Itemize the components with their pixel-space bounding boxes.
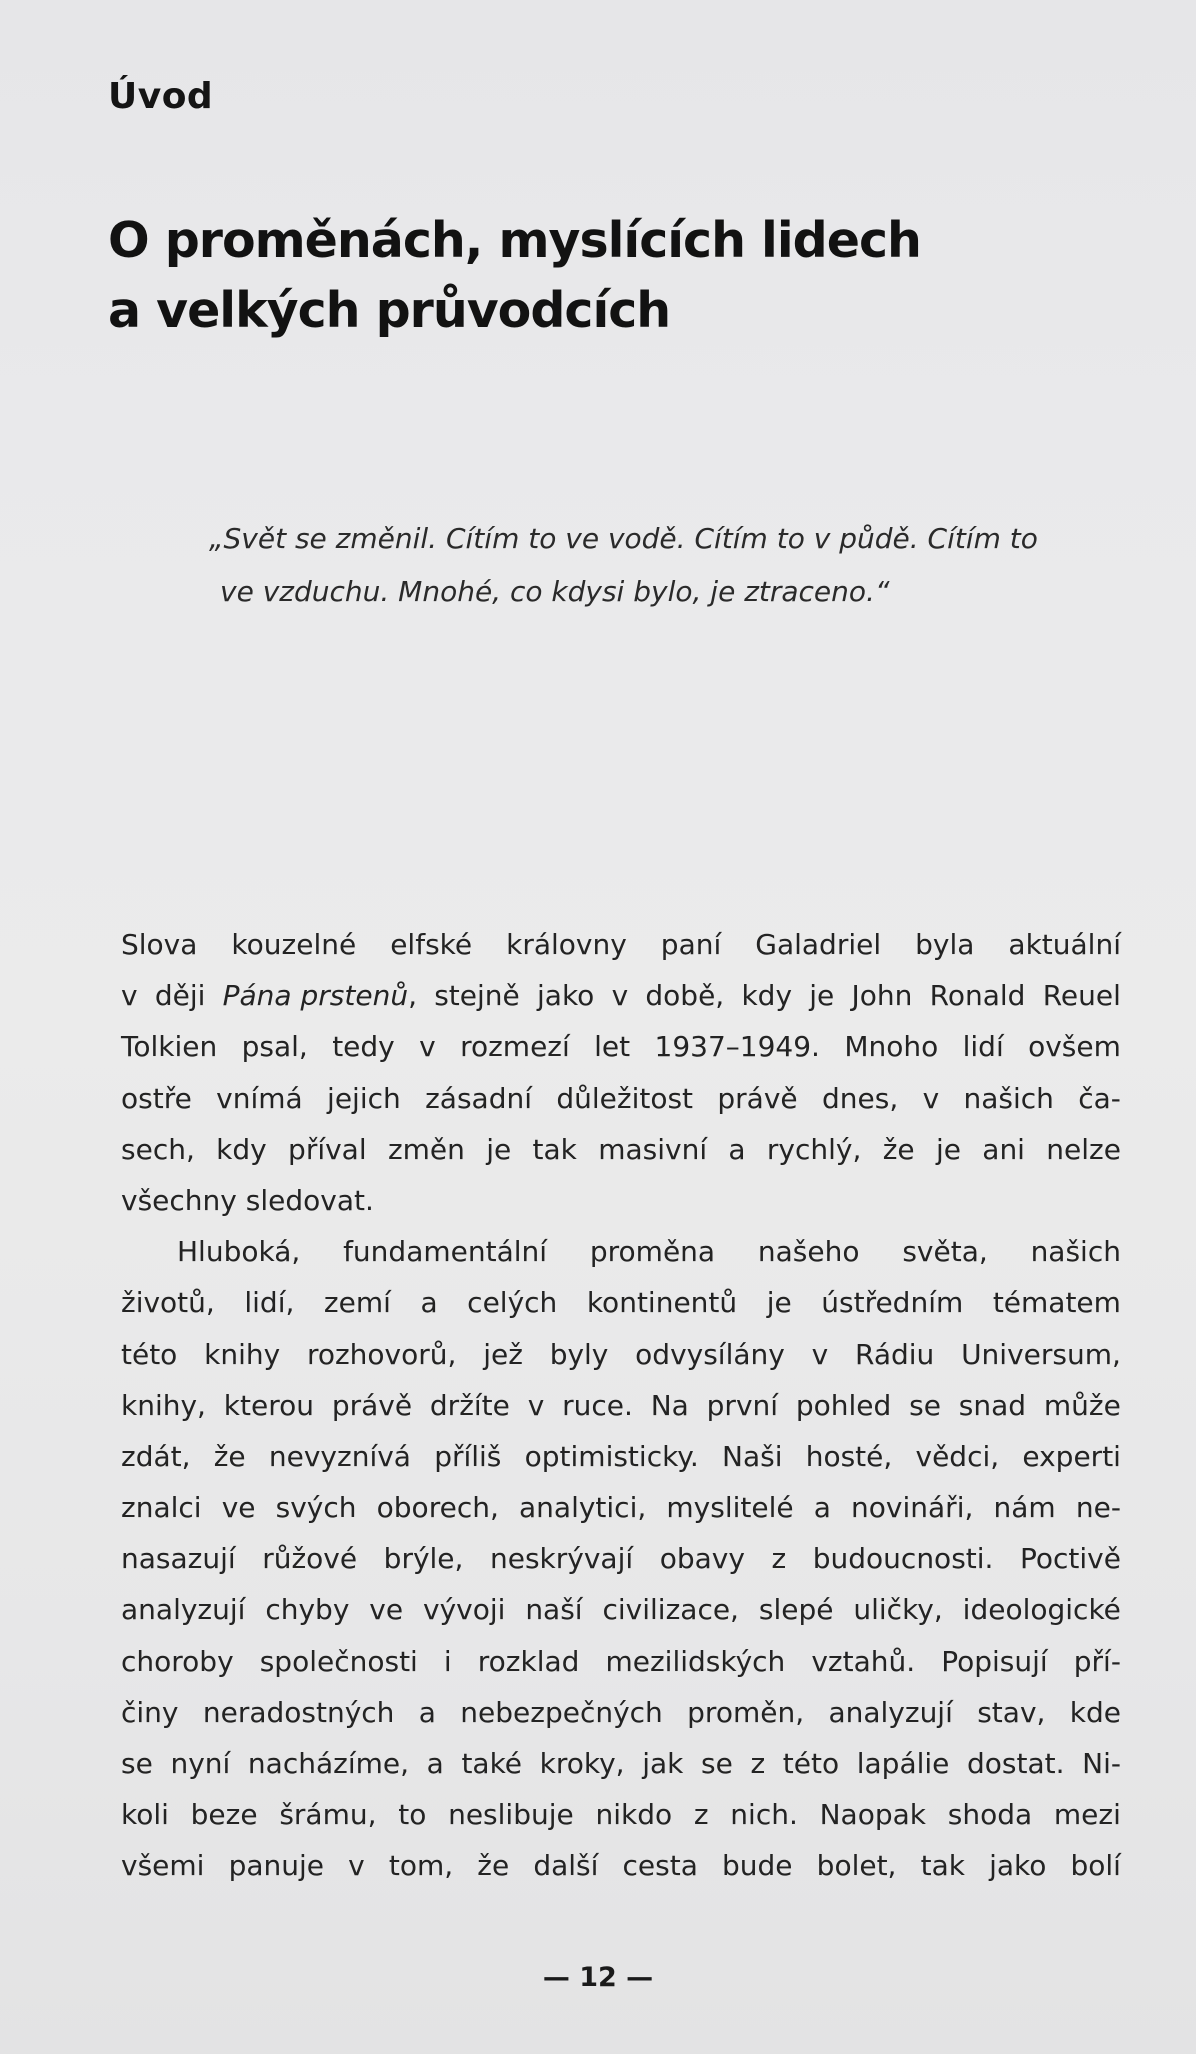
body-word: ve bbox=[221, 1491, 256, 1525]
body-word: to bbox=[398, 1798, 427, 1832]
body-word: se bbox=[121, 1747, 153, 1780]
body-word: nikdo bbox=[595, 1798, 673, 1832]
body-word: analyzují bbox=[121, 1593, 246, 1627]
body-line bbox=[121, 970, 1121, 1021]
body-word: ne- bbox=[1075, 1491, 1121, 1525]
body-word: první bbox=[706, 1388, 779, 1422]
body-word: této bbox=[782, 1747, 840, 1780]
body-word: stejně bbox=[434, 979, 520, 1013]
body-word: v bbox=[922, 1081, 940, 1115]
epigraph-line: „Svět se změnil. Cítím to ve vodě. Cítím to v půdě. Cítím to bbox=[209, 522, 1038, 555]
body-word: ostře bbox=[121, 1081, 192, 1115]
body-word: naší bbox=[525, 1593, 583, 1627]
body-word: elfské bbox=[390, 928, 473, 961]
chapter-title-line: O proměnách, myslících lidech bbox=[108, 212, 921, 269]
chapter-title-line: a velkých průvodcích bbox=[108, 282, 671, 339]
body-word: právě bbox=[331, 1388, 413, 1422]
body-word: může bbox=[1043, 1388, 1121, 1422]
body-word: příval bbox=[288, 1132, 367, 1166]
body-word: znalci bbox=[121, 1491, 202, 1525]
body-word: neskrývají bbox=[490, 1542, 634, 1576]
body-word: a bbox=[418, 1695, 436, 1729]
body-line bbox=[121, 1687, 1121, 1738]
body-word: psal, bbox=[241, 1030, 308, 1064]
body-line bbox=[121, 1380, 1121, 1431]
body-word: v bbox=[348, 1849, 365, 1883]
body-word: příliš bbox=[434, 1439, 502, 1473]
body-word: v bbox=[419, 1030, 436, 1064]
body-word: bolí bbox=[1070, 1849, 1121, 1883]
body-word: ča- bbox=[1078, 1081, 1121, 1115]
body-word: změn bbox=[387, 1132, 465, 1166]
body-word: jejich bbox=[327, 1081, 401, 1115]
body-word: proměn, bbox=[687, 1695, 805, 1729]
body-line bbox=[121, 1431, 1121, 1482]
body-word: oborech, bbox=[376, 1491, 499, 1525]
body-line bbox=[121, 1021, 1121, 1072]
body-word: zemí bbox=[323, 1286, 391, 1320]
body-word: John bbox=[851, 979, 913, 1013]
body-word: let bbox=[594, 1030, 631, 1064]
body-word: zásadní bbox=[425, 1081, 533, 1115]
body-word: nacházíme, bbox=[247, 1747, 410, 1780]
body-word: světa, bbox=[902, 1235, 988, 1269]
body-word: jež bbox=[483, 1337, 523, 1371]
body-word: a bbox=[728, 1132, 746, 1166]
body-word: rozhovorů, bbox=[306, 1337, 457, 1371]
body-line bbox=[121, 1482, 1121, 1533]
body-word: neradostných bbox=[202, 1695, 395, 1729]
body-word: myslitelé bbox=[666, 1491, 794, 1525]
body-word: 1937–1949. bbox=[654, 1030, 820, 1064]
body-line bbox=[121, 1277, 1121, 1328]
body-line bbox=[121, 1584, 1121, 1635]
body-word: je bbox=[809, 979, 835, 1013]
body-word: sledovat. bbox=[245, 1183, 374, 1217]
body-word: další bbox=[533, 1849, 599, 1883]
body-word: pohled bbox=[795, 1388, 892, 1422]
body-word: knihy, bbox=[121, 1388, 206, 1422]
body-word: celých bbox=[467, 1286, 558, 1320]
body-word: v bbox=[811, 1337, 829, 1371]
body-word: zdát, bbox=[121, 1439, 191, 1473]
body-line bbox=[121, 1226, 1121, 1277]
body-word: Naopak bbox=[819, 1798, 926, 1832]
body-word: rozklad bbox=[477, 1644, 580, 1678]
body-word: době, bbox=[645, 979, 725, 1013]
body-word: nyní bbox=[170, 1747, 231, 1780]
body-word: paní bbox=[660, 928, 722, 961]
body-word: nevyznívá bbox=[268, 1439, 411, 1473]
body-word: z bbox=[693, 1798, 709, 1832]
body-word: také bbox=[461, 1747, 523, 1780]
body-word: že bbox=[213, 1439, 246, 1473]
body-word: analytici, bbox=[519, 1491, 647, 1525]
body-word: civilizace, bbox=[602, 1593, 739, 1627]
body-word: Rádiu bbox=[854, 1337, 935, 1371]
body-word: ovšem bbox=[1028, 1030, 1121, 1064]
body-word: stav, bbox=[977, 1695, 1046, 1729]
body-word: Hluboká, bbox=[177, 1235, 301, 1269]
body-word: byly bbox=[549, 1337, 609, 1371]
body-word: a bbox=[420, 1286, 438, 1320]
body-word: vývoji bbox=[423, 1593, 506, 1627]
body-word: je bbox=[935, 1132, 961, 1166]
body-word: Popisují bbox=[941, 1644, 1048, 1678]
body-word: společnosti bbox=[259, 1644, 418, 1678]
epigraph-line: ve vzduchu. Mnohé, co kdysi bylo, je ztraceno.“ bbox=[220, 575, 890, 608]
body-word: královny bbox=[506, 928, 627, 961]
body-word: bude bbox=[722, 1849, 793, 1883]
body-word: mezi bbox=[1053, 1798, 1121, 1832]
body-word: Tolkien bbox=[121, 1030, 218, 1064]
body-word: Na bbox=[650, 1388, 689, 1422]
body-word: kde bbox=[1069, 1695, 1121, 1729]
body-word: kterou bbox=[223, 1388, 314, 1422]
body-word: a bbox=[813, 1491, 831, 1525]
body-word: všechny bbox=[121, 1183, 237, 1217]
body-word: kontinentů bbox=[586, 1286, 738, 1320]
body-word: tedy bbox=[332, 1030, 395, 1064]
body-word: novináři, bbox=[851, 1491, 974, 1525]
body-word: svých bbox=[275, 1491, 357, 1525]
body-word: z bbox=[750, 1747, 766, 1780]
body-word: našich bbox=[1030, 1235, 1121, 1269]
body-word: kdy bbox=[216, 1132, 267, 1166]
body-word: vnímá bbox=[216, 1081, 303, 1115]
body-text bbox=[121, 919, 1121, 1892]
body-word: kouzelné bbox=[231, 928, 357, 961]
body-line bbox=[121, 919, 1121, 970]
body-word: brýle, bbox=[383, 1542, 464, 1576]
chapter-title bbox=[108, 206, 1108, 346]
body-word: jako bbox=[537, 979, 595, 1013]
body-line bbox=[121, 1738, 1121, 1789]
body-word: životů, bbox=[121, 1286, 215, 1320]
body-word: našich bbox=[963, 1081, 1054, 1115]
body-word: této bbox=[121, 1337, 178, 1371]
body-word: Naši bbox=[722, 1439, 783, 1473]
body-word: ústředním bbox=[821, 1286, 964, 1320]
body-line bbox=[121, 1124, 1121, 1175]
body-word: našeho bbox=[757, 1235, 860, 1269]
body-word: aktuální bbox=[1008, 928, 1121, 961]
body-word: analyzují bbox=[828, 1695, 953, 1729]
body-word: sech, bbox=[121, 1132, 195, 1166]
body-word: ideologické bbox=[962, 1593, 1121, 1627]
body-word: uličky, bbox=[853, 1593, 943, 1627]
body-word: Galadriel bbox=[755, 928, 882, 961]
body-word: činy bbox=[121, 1695, 179, 1729]
body-word: v bbox=[121, 979, 138, 1013]
body-word: v bbox=[527, 1388, 545, 1422]
body-word: nich. bbox=[730, 1798, 798, 1832]
body-word: fundamentální bbox=[343, 1235, 548, 1269]
body-word: kdy bbox=[741, 979, 793, 1013]
body-word: Ronald bbox=[929, 979, 1026, 1013]
body-word: budoucnosti. bbox=[812, 1542, 994, 1576]
body-word: nelze bbox=[1046, 1132, 1121, 1166]
body-word: Ni- bbox=[1082, 1747, 1121, 1780]
body-line bbox=[121, 1636, 1121, 1687]
body-line bbox=[121, 1073, 1121, 1124]
body-word: odvysílány bbox=[635, 1337, 785, 1371]
body-word: Slova bbox=[121, 928, 198, 961]
body-word: beze bbox=[190, 1798, 258, 1832]
body-line bbox=[121, 1840, 1121, 1891]
body-word: rozmezí bbox=[460, 1030, 570, 1064]
body-word: nasazují bbox=[121, 1542, 236, 1576]
body-word: růžové bbox=[262, 1542, 358, 1576]
body-word: nebezpečných bbox=[460, 1695, 663, 1729]
body-word: šrámu, bbox=[279, 1798, 377, 1832]
body-word: kroky, bbox=[539, 1747, 625, 1780]
body-word: vědci, bbox=[915, 1439, 1000, 1473]
body-word: právě bbox=[717, 1081, 798, 1115]
body-word: dostat. bbox=[967, 1747, 1065, 1780]
body-word: se bbox=[909, 1388, 941, 1422]
chapter-label: Úvod bbox=[108, 76, 214, 117]
body-word: slepé bbox=[758, 1593, 834, 1627]
body-word: jako bbox=[989, 1849, 1047, 1883]
body-word: je bbox=[486, 1132, 512, 1166]
body-word: chyby bbox=[265, 1593, 350, 1627]
body-word: mezilidských bbox=[605, 1644, 786, 1678]
body-word: všemi bbox=[121, 1849, 205, 1883]
body-word: tom, bbox=[388, 1849, 454, 1883]
body-word: jak bbox=[642, 1747, 684, 1780]
body-word: vztahů. bbox=[811, 1644, 916, 1678]
body-line bbox=[121, 1789, 1121, 1840]
body-word: pří- bbox=[1073, 1644, 1121, 1678]
body-word: ve bbox=[369, 1593, 404, 1627]
body-line bbox=[121, 1175, 1121, 1226]
body-word: se bbox=[701, 1747, 733, 1780]
body-word: bolet, bbox=[816, 1849, 897, 1883]
body-word: Reuel bbox=[1042, 979, 1121, 1013]
body-word: a bbox=[426, 1747, 444, 1780]
body-word: že bbox=[477, 1849, 510, 1883]
page-number: — 12 — bbox=[542, 1962, 654, 1993]
body-word: cesta bbox=[622, 1849, 698, 1883]
body-word: shoda bbox=[947, 1798, 1033, 1832]
body-word: i bbox=[443, 1644, 452, 1678]
body-word: neslibuje bbox=[448, 1798, 574, 1832]
body-word: lidí bbox=[962, 1030, 1004, 1064]
body-word: tématem bbox=[992, 1286, 1121, 1320]
body-word: je bbox=[766, 1286, 792, 1320]
body-word: v bbox=[611, 979, 629, 1013]
body-line bbox=[121, 1329, 1121, 1380]
body-word: z bbox=[771, 1542, 787, 1576]
body-word: že bbox=[882, 1132, 915, 1166]
body-word: optimisticky. bbox=[524, 1439, 699, 1473]
body-word: tak bbox=[920, 1849, 965, 1883]
body-word: Mnoho bbox=[844, 1030, 939, 1064]
body-word: snad bbox=[958, 1388, 1027, 1422]
body-word: držíte bbox=[429, 1388, 510, 1422]
body-word: rychlý, bbox=[766, 1132, 862, 1166]
body-word: ději bbox=[154, 979, 206, 1013]
body-word: lapálie bbox=[856, 1747, 950, 1780]
body-word: masivní bbox=[598, 1132, 708, 1166]
body-word: proměna bbox=[589, 1235, 716, 1269]
body-word: tak bbox=[532, 1132, 577, 1166]
body-word: hosté, bbox=[805, 1439, 893, 1473]
body-word: knihy bbox=[204, 1337, 281, 1371]
body-word: nám bbox=[993, 1491, 1056, 1525]
body-word: dnes, bbox=[821, 1081, 899, 1115]
body-word: Poctivě bbox=[1020, 1542, 1121, 1576]
body-word: Universum, bbox=[961, 1337, 1121, 1371]
body-word: lidí, bbox=[244, 1286, 295, 1320]
body-word: panuje bbox=[228, 1849, 325, 1883]
body-word: choroby bbox=[121, 1644, 234, 1678]
body-word: ruce. bbox=[562, 1388, 633, 1422]
body-word: experti bbox=[1022, 1439, 1121, 1473]
body-word: důležitost bbox=[556, 1081, 694, 1115]
body-word: Pána prstenů, bbox=[222, 979, 417, 1013]
body-word: koli bbox=[121, 1798, 169, 1832]
body-word: ani bbox=[982, 1132, 1025, 1166]
body-line bbox=[121, 1533, 1121, 1584]
body-word: byla bbox=[915, 928, 975, 961]
body-word: obavy bbox=[659, 1542, 745, 1576]
epigraph-quote bbox=[209, 512, 1169, 618]
